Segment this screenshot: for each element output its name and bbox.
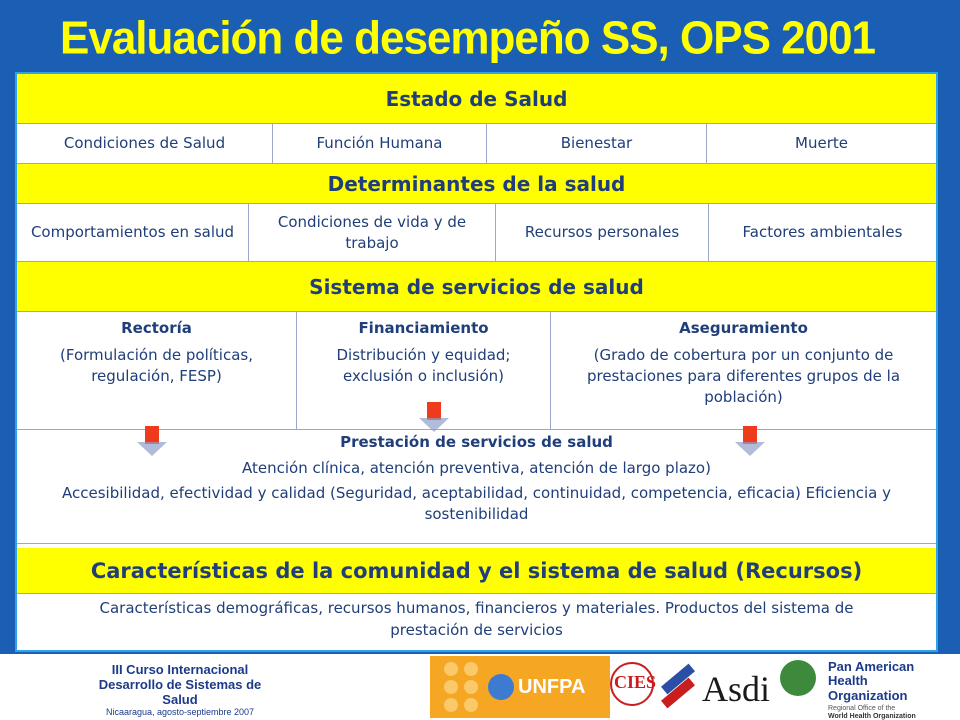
rectoria-cell (17, 312, 297, 429)
rectoria-text: (Formulación de políticas, regulación, FESP) (60, 346, 253, 385)
estado-heading: Estado de Salud (17, 74, 936, 124)
down-arrow-icon (137, 426, 167, 456)
aseguramiento-text: (Grado de cobertura por un conjunto de prestaciones para diferentes grupos de la población) (586, 346, 901, 406)
down-arrow-icon (419, 402, 449, 432)
sistema-heading: Sistema de servicios de salud (17, 262, 936, 312)
determinantes-item: Recursos personales (496, 204, 709, 261)
sistema-row (17, 312, 936, 430)
down-arrow-icon (735, 426, 765, 456)
financiamiento-text: Distribución y equidad; exclusión o inclusión) (336, 346, 511, 385)
caracteristicas-text: Características demográficas, recursos humanos, financieros y materiales. Productos del sistema de prestación de servicios (99, 599, 854, 639)
estado-item: Muerte (795, 134, 848, 153)
aseguramiento-cell (551, 312, 936, 429)
footer-line2: Desarrollo de Sistemas de Salud (98, 677, 262, 707)
paho-globe-icon (780, 660, 816, 696)
prestacion-title: Prestación de servicios de salud (340, 433, 613, 451)
evaluation-table (15, 72, 938, 652)
unfpa-logo (430, 656, 610, 718)
paho-logo: Pan American Health Organization Regional Office of the World Health Organization (828, 659, 916, 720)
cies-text: CIES (614, 672, 657, 692)
un-emblem-icon (488, 674, 514, 700)
determinantes-row (17, 204, 936, 262)
determinantes-item: Condiciones de vida y de trabajo (249, 204, 496, 261)
asdi-logo: Asdi (702, 669, 771, 709)
footer-line3: Nicaaragua, agosto-septiembre 2007 (105, 707, 255, 717)
determinantes-item: Factores ambientales (742, 223, 903, 242)
rectoria-title: Rectoría (121, 319, 192, 337)
estado-item: Función Humana (273, 124, 487, 163)
caracteristicas-heading: Características de la comunidad y el sistema de salud (Recursos) (17, 548, 936, 594)
footer-text (80, 662, 280, 717)
financiamiento-title: Financiamiento (358, 319, 489, 337)
cies-logo (610, 656, 657, 716)
asdi-mark-icon (660, 664, 700, 710)
prestacion-line2: Accesibilidad, efectividad y calidad (Seguridad, aceptabilidad, continuidad, competencia, eficacia) Eficiencia y sostenibilidad (62, 483, 891, 524)
slide-title: Evaluación de desempeño SS, OPS 2001 (60, 12, 876, 65)
determinantes-item: Comportamientos en salud (17, 204, 249, 261)
estado-item: Condiciones de Salud (17, 124, 273, 163)
unfpa-text: UNFPA (518, 676, 586, 698)
footer-line1: III Curso Internacional (111, 662, 249, 677)
determinantes-heading: Determinantes de la salud (17, 164, 936, 204)
estado-item: Bienestar (487, 124, 707, 163)
estado-row (17, 124, 936, 164)
aseguramiento-title: Aseguramiento (679, 319, 808, 337)
prestacion-line1: Atención clínica, atención preventiva, atención de largo plazo) (242, 458, 711, 477)
